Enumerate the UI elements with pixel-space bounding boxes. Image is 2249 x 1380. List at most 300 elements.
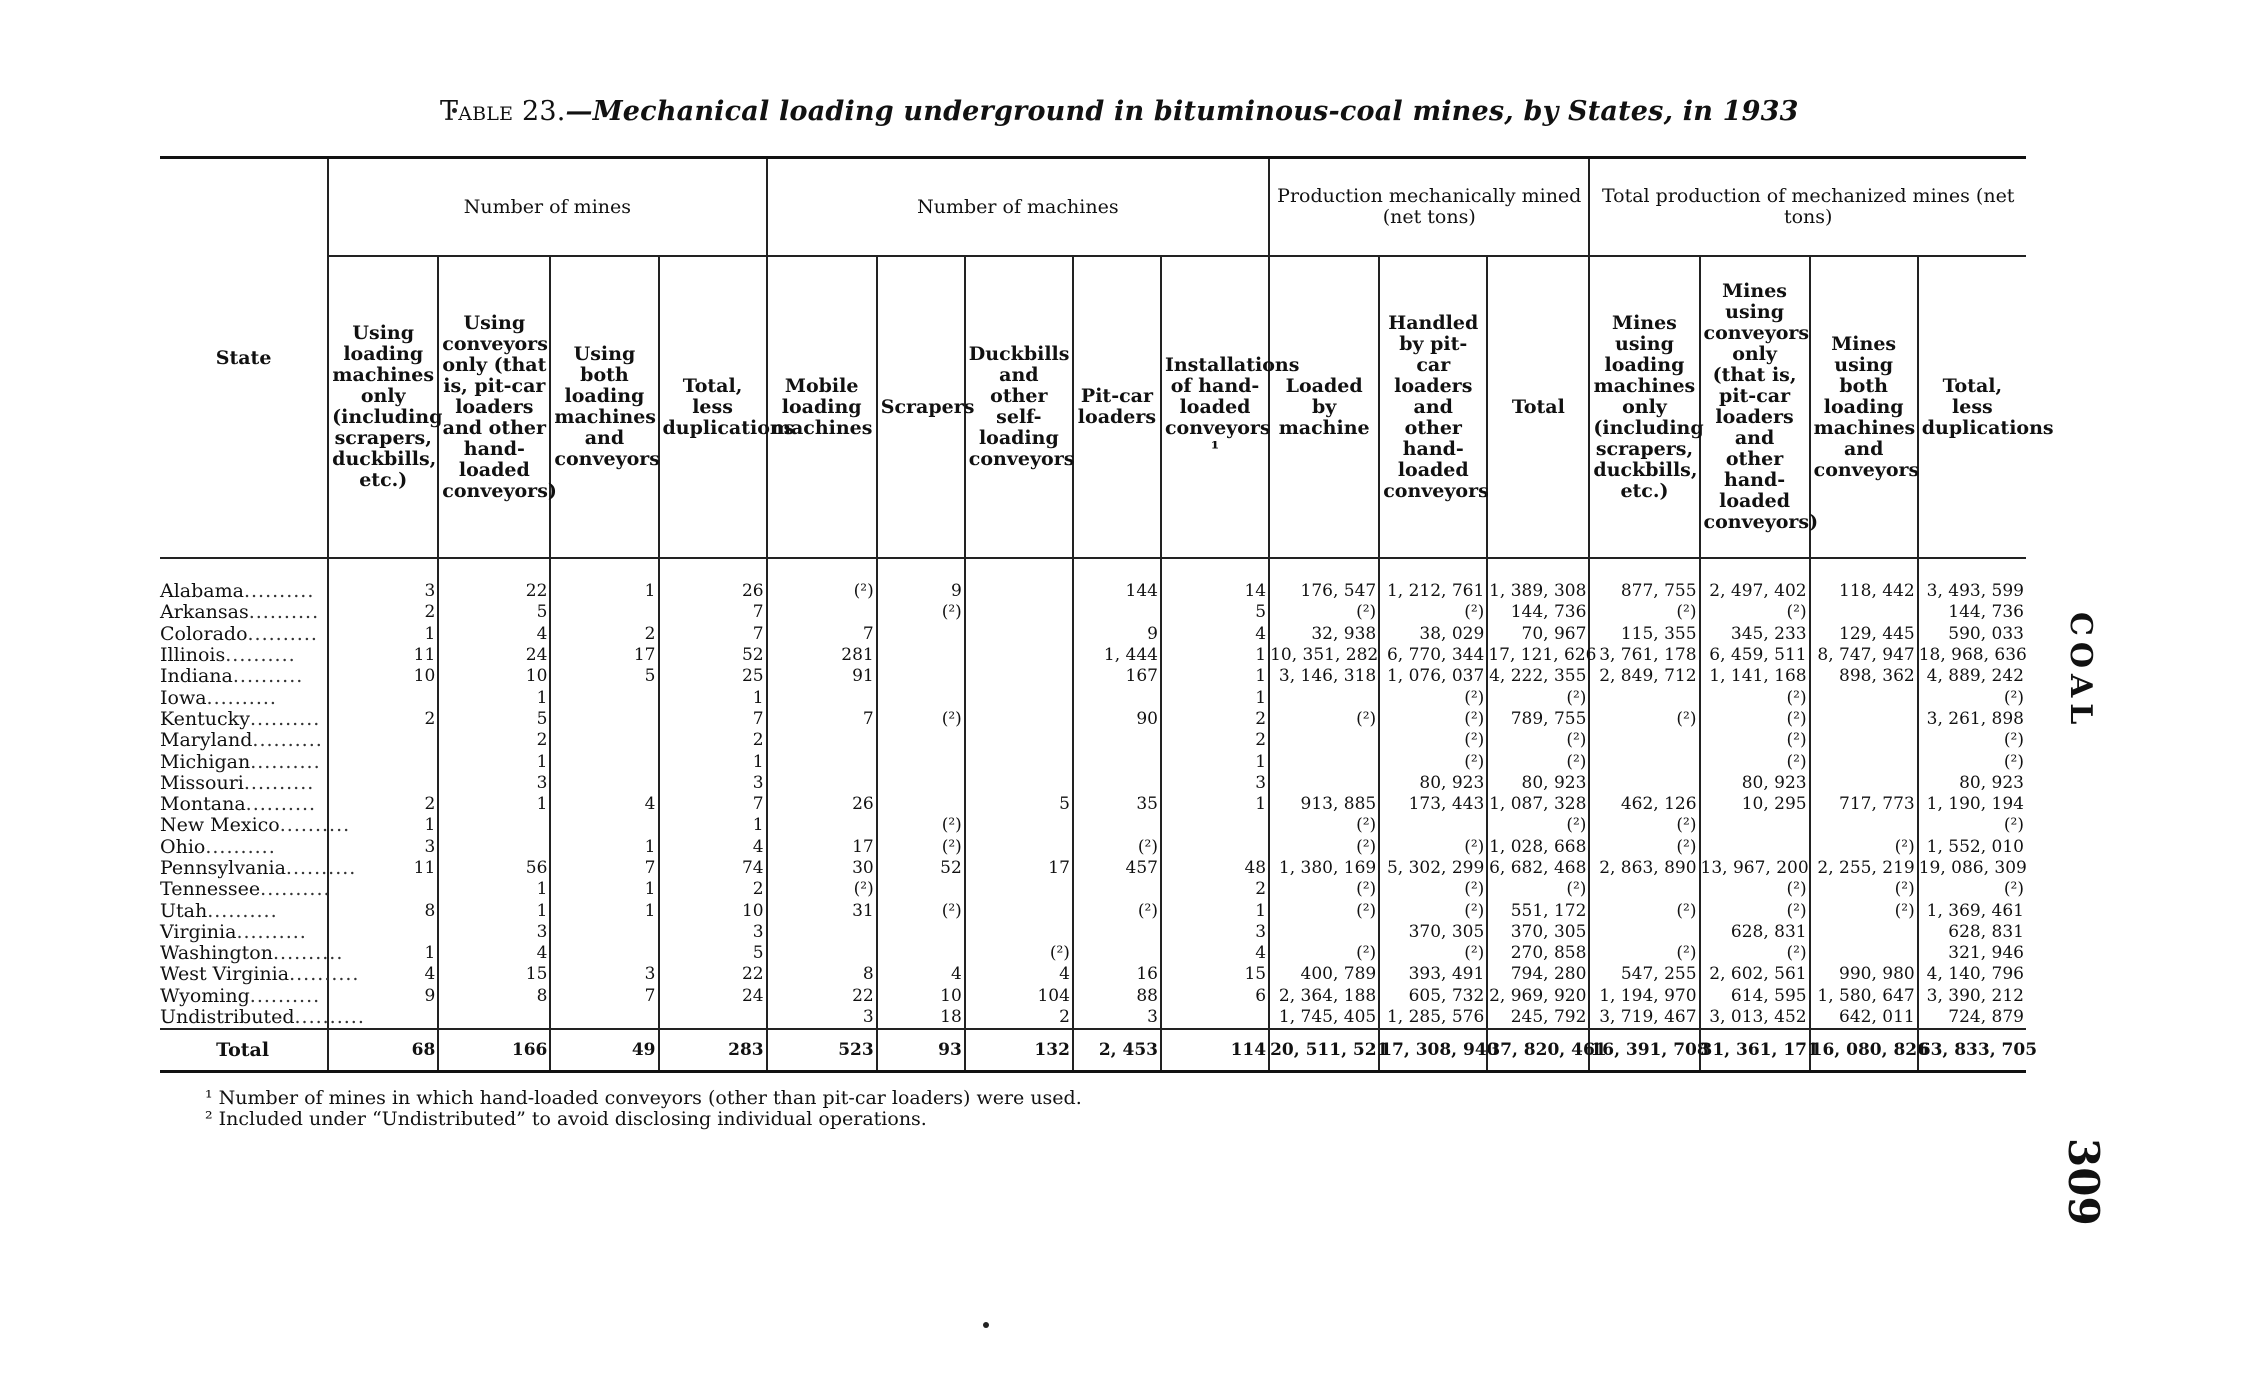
table-cell: 167 <box>1073 666 1161 687</box>
table-cell: (²) <box>877 602 965 623</box>
state-name <box>160 878 331 901</box>
table-row <box>160 687 2026 708</box>
state-label: Utah <box>160 899 208 922</box>
table-cell: 10 <box>877 986 965 1007</box>
table-cell: 7 <box>659 602 767 623</box>
column-header: Total, less duplications <box>1918 256 2026 558</box>
table-cell: 14 <box>1161 558 1269 602</box>
leader-dots: .......... <box>207 899 278 922</box>
table-cell <box>1269 687 1379 708</box>
table-cell: 1 <box>1161 687 1269 708</box>
table-cell: 1, 389, 308 <box>1487 558 1589 602</box>
table-cell <box>1161 815 1269 836</box>
column-header: Mines using loading machines only (including scrapers, duckbills, etc.) <box>1589 256 1699 558</box>
table-row <box>160 794 2026 815</box>
table-cell: 2 <box>1161 730 1269 751</box>
table-cell <box>1810 815 1918 836</box>
column-header: Loaded by machine <box>1269 256 1379 558</box>
table-cell: 48 <box>1161 858 1269 879</box>
table-cell <box>1073 879 1161 900</box>
table-cell: 17 <box>965 858 1073 879</box>
table-cell: 457 <box>1073 858 1161 879</box>
table-cell: 590, 033 <box>1918 624 2026 645</box>
table-cell: 898, 362 <box>1810 666 1918 687</box>
leader-dots: .......... <box>250 750 321 773</box>
total-cell: 2, 453 <box>1073 1029 1161 1072</box>
table-cell: 1, 745, 405 <box>1269 1007 1379 1029</box>
table-cell: 3 <box>1161 922 1269 943</box>
state-name <box>160 730 328 751</box>
state-name <box>160 814 351 837</box>
table-cell: (²) <box>1269 879 1379 900</box>
table-cell <box>1810 943 1918 964</box>
table-cell: 3 <box>328 837 438 858</box>
state-name <box>160 751 328 772</box>
state-name <box>160 857 357 879</box>
table-cell <box>438 1007 550 1029</box>
table-cell: (²) <box>1810 837 1918 858</box>
state-label: Illinois <box>160 644 226 667</box>
total-row <box>160 1029 2026 1072</box>
table-cell: 176, 547 <box>1269 558 1379 602</box>
table-cell: 281 <box>767 645 877 666</box>
table-cell: 1 <box>550 879 658 900</box>
table-cell <box>550 687 658 708</box>
table-cell <box>1810 730 1918 751</box>
table-cell: (²) <box>1379 751 1487 772</box>
table-row <box>160 645 2026 666</box>
table-row <box>160 730 2026 751</box>
table-cell: 2 <box>438 730 550 751</box>
table-cell: (²) <box>965 943 1073 964</box>
state-name <box>160 986 328 1007</box>
table-cell <box>1073 943 1161 964</box>
table-cell: 3 <box>659 773 767 794</box>
table-cell <box>550 1007 658 1029</box>
table-cell <box>767 815 877 836</box>
table-cell <box>1589 922 1699 943</box>
table-cell: 4 <box>438 943 550 964</box>
leader-dots: .......... <box>260 878 331 901</box>
table-cell <box>1161 837 1269 858</box>
table-row <box>160 986 2026 1007</box>
table-cell: 1 <box>438 879 550 900</box>
table-cell <box>1700 815 1810 836</box>
table-cell: 370, 305 <box>1487 922 1589 943</box>
leader-dots: .......... <box>236 920 307 943</box>
table-cell <box>1810 687 1918 708</box>
table-cell: 2 <box>659 730 767 751</box>
table-cell: 1 <box>438 751 550 772</box>
header-number-of-machines: Number of machines <box>767 158 1269 257</box>
table-cell: 10, 351, 282 <box>1270 645 1379 666</box>
table-cell: 38, 029 <box>1379 624 1487 645</box>
table-cell: 18 <box>877 1007 965 1029</box>
table-cell: 6, 459, 511 <box>1700 645 1810 666</box>
state-name <box>160 709 328 730</box>
table-cell: 1 <box>550 558 658 602</box>
table-cell <box>1161 1007 1269 1029</box>
table-cell <box>438 837 550 858</box>
table-cell: 74 <box>659 858 767 879</box>
state-name <box>160 794 328 815</box>
leader-dots: .......... <box>249 707 321 730</box>
table-cell <box>1073 815 1161 836</box>
table-cell <box>965 900 1073 921</box>
table-cell: 5 <box>659 943 767 964</box>
table-cell: 400, 789 <box>1269 964 1379 985</box>
table-cell: 115, 355 <box>1589 624 1699 645</box>
data-table <box>160 156 2054 1073</box>
leader-dots: .......... <box>289 963 360 986</box>
table-cell: (²) <box>1269 900 1379 921</box>
table-cell <box>1810 602 1918 623</box>
table-cell <box>767 922 877 943</box>
table-cell: (²) <box>1589 837 1699 858</box>
table-cell: (²) <box>1379 900 1487 921</box>
table-cell: (²) <box>1589 815 1699 836</box>
table-cell: 13, 967, 200 <box>1700 858 1809 878</box>
table-cell: 4, 889, 242 <box>1918 666 2026 687</box>
table-cell <box>965 815 1073 836</box>
table-cell: 628, 831 <box>1918 922 2026 943</box>
table-cell <box>1589 730 1699 751</box>
table-cell: 15 <box>1161 964 1269 985</box>
table-cell: 91 <box>767 666 877 687</box>
table-cell: 245, 792 <box>1487 1007 1589 1029</box>
table-row <box>160 773 2026 794</box>
table-cell: (²) <box>1918 815 2026 836</box>
table-cell <box>550 730 658 751</box>
table-cell <box>767 773 877 794</box>
leader-dots: .......... <box>279 814 351 837</box>
leader-dots: .......... <box>225 644 296 667</box>
column-header: Pit-car loaders <box>1073 256 1161 558</box>
table-cell <box>965 645 1073 666</box>
table-cell: 1, 285, 576 <box>1379 1007 1487 1029</box>
table-cell: 370, 305 <box>1379 922 1487 943</box>
table-cell: 80, 923 <box>1700 773 1810 794</box>
table-row <box>160 624 2026 645</box>
state-label: Alabama <box>160 580 244 603</box>
table-cell <box>877 879 965 900</box>
table-cell: 80, 923 <box>1918 773 2026 794</box>
table-cell: 2, 497, 402 <box>1700 558 1810 602</box>
table-cell: 25 <box>659 666 767 687</box>
table-cell: 9 <box>1073 624 1161 645</box>
table-cell: 1 <box>438 687 550 708</box>
table-cell: 1 <box>438 794 550 815</box>
table-cell: 7 <box>659 624 767 645</box>
table-cell: 1, 087, 328 <box>1487 794 1589 815</box>
table-cell: 1 <box>328 815 438 836</box>
table-cell: 2 <box>550 624 658 645</box>
table-cell: 1, 190, 194 <box>1918 794 2026 815</box>
table-cell: 5 <box>1161 602 1269 623</box>
table-cell: 5 <box>438 602 550 623</box>
table-cell: (²) <box>1700 730 1810 751</box>
table-cell: 3 <box>767 1007 877 1029</box>
table-cell <box>877 645 965 666</box>
table-cell: 321, 946 <box>1918 943 2026 964</box>
table-cell: 2, 364, 188 <box>1269 986 1379 1007</box>
table-cell <box>328 922 438 943</box>
table-cell <box>877 943 965 964</box>
column-header: Scrapers <box>877 256 965 558</box>
table-cell <box>877 794 965 815</box>
table-cell: (²) <box>1700 879 1810 900</box>
table-cell: 547, 255 <box>1589 964 1699 985</box>
column-header: Mobile loading machines <box>767 256 877 558</box>
table-cell <box>965 837 1073 858</box>
table-cell: 22 <box>659 964 767 985</box>
table-row <box>160 858 2026 879</box>
table-cell <box>965 558 1073 602</box>
table-cell: 4 <box>877 964 965 985</box>
table-cell: (²) <box>1810 879 1918 900</box>
table-cell: 6 <box>1161 986 1269 1007</box>
table-cell <box>1810 773 1918 794</box>
table-cell: 35 <box>1073 794 1161 815</box>
table-cell: 393, 491 <box>1379 964 1487 985</box>
leader-dots: .......... <box>249 984 321 1007</box>
table-cell: 1 <box>1161 666 1269 687</box>
table-cell: 1 <box>438 900 550 921</box>
table-cell: 9 <box>328 986 438 1007</box>
table-cell: 1 <box>550 900 658 921</box>
table-cell: 1 <box>1161 751 1269 772</box>
table-cell: 7 <box>767 709 877 730</box>
table-cell: 32, 938 <box>1269 624 1379 645</box>
table-cell <box>965 666 1073 687</box>
table-cell: 5 <box>550 666 658 687</box>
table-cell: 794, 280 <box>1487 964 1589 985</box>
state-name <box>160 602 328 623</box>
table-cell: 628, 831 <box>1700 922 1810 943</box>
table-cell: 8 <box>438 986 550 1007</box>
table-cell: 8, 747, 947 <box>1810 645 1918 666</box>
table-cell: (²) <box>1589 900 1699 921</box>
table-cell: 3, 493, 599 <box>1918 558 2026 602</box>
state-name <box>160 900 328 921</box>
table-cell: (²) <box>1269 943 1379 964</box>
leader-dots: .......... <box>243 580 315 603</box>
column-header: Using loading machines only (including scrapers, duckbills, etc.) <box>328 256 438 558</box>
table-cell: (²) <box>1487 751 1589 772</box>
table-cell: (²) <box>1073 900 1161 921</box>
table-cell: (²) <box>1269 815 1379 836</box>
table-cell: 1 <box>1161 645 1269 666</box>
table-cell: 1, 369, 461 <box>1918 900 2026 921</box>
table-cell <box>550 709 658 730</box>
table-cell: 4 <box>965 964 1073 985</box>
total-cell: 523 <box>767 1029 877 1072</box>
table-row <box>160 837 2026 858</box>
table-cell: (²) <box>1589 709 1699 730</box>
table-cell <box>877 922 965 943</box>
table-cell: 17 <box>550 645 658 666</box>
table-cell <box>1700 837 1810 858</box>
table-cell: (²) <box>1487 815 1589 836</box>
table-cell: 3 <box>438 922 550 943</box>
table-cell <box>1589 687 1699 708</box>
table-cell: (²) <box>1810 900 1918 921</box>
table-cell <box>438 815 550 836</box>
table-cell <box>877 624 965 645</box>
running-head: COAL <box>2063 612 2098 731</box>
table-cell: 3, 390, 212 <box>1918 986 2026 1007</box>
table-cell <box>1589 773 1699 794</box>
table-cell <box>328 751 438 772</box>
table-cell: (²) <box>1700 709 1810 730</box>
table-cell: 88 <box>1073 986 1161 1007</box>
table-cell: 3 <box>328 558 438 602</box>
table-cell: 717, 773 <box>1810 794 1918 815</box>
table-cell: (²) <box>1073 837 1161 858</box>
table-cell: 7 <box>767 624 877 645</box>
table-cell <box>965 624 1073 645</box>
column-header: Mines using both loading machines and conveyors <box>1810 256 1918 558</box>
state-name <box>160 963 360 986</box>
table-cell: 642, 011 <box>1810 1007 1918 1029</box>
table-cell <box>965 773 1073 794</box>
table-cell <box>1073 751 1161 772</box>
state-label: West Virginia <box>160 963 290 986</box>
table-cell: (²) <box>1700 943 1810 964</box>
leader-dots: .......... <box>243 771 315 794</box>
table-cell: (²) <box>1269 709 1379 730</box>
total-cell: 16, 080, 826 <box>1810 1029 1918 1072</box>
total-cell: 31, 361, 171 <box>1700 1029 1810 1072</box>
table-cell: 1, 028, 668 <box>1487 837 1589 858</box>
leader-dots: .......... <box>232 665 304 688</box>
table-cell: 56 <box>438 858 550 879</box>
table-cell <box>767 602 877 623</box>
table-cell <box>550 602 658 623</box>
table-cell: 52 <box>659 645 767 666</box>
footnote-2: ² Included under “Undistributed” to avoid disclosing individual operations. <box>205 1108 927 1130</box>
state-name <box>160 666 328 687</box>
table-cell: 2 <box>328 794 438 815</box>
state-label: Undistributed <box>160 1006 295 1029</box>
table-cell: (²) <box>1487 687 1589 708</box>
leader-dots: .......... <box>206 686 277 709</box>
table-cell: 104 <box>965 986 1073 1007</box>
table-cell: (²) <box>1589 943 1699 964</box>
table-cell <box>1073 730 1161 751</box>
table-cell: (²) <box>877 815 965 836</box>
state-label: Colorado <box>160 622 248 645</box>
table-cell: 3 <box>438 773 550 794</box>
table-cell <box>550 943 658 964</box>
table-cell: 10 <box>438 666 550 687</box>
table-cell <box>965 751 1073 772</box>
table-cell: 19, 086, 309 <box>1918 858 2027 878</box>
table-cell: 3 <box>1073 1007 1161 1029</box>
table-cell: 2, 255, 219 <box>1810 858 1918 879</box>
table-cell <box>877 666 965 687</box>
table-cell: 913, 885 <box>1269 794 1379 815</box>
table-cell: 7 <box>659 794 767 815</box>
table-cell: 1, 380, 169 <box>1269 858 1379 879</box>
table-cell: 144 <box>1073 558 1161 602</box>
table-cell: 1 <box>659 815 767 836</box>
table-cell <box>965 879 1073 900</box>
table-cell: (²) <box>1379 687 1487 708</box>
table-cell: 11 <box>328 858 438 879</box>
table-cell: (²) <box>1269 837 1379 858</box>
table-row <box>160 1007 2026 1029</box>
table-cell <box>1589 879 1699 900</box>
table-cell: 10, 295 <box>1700 794 1810 815</box>
table-cell <box>1269 922 1379 943</box>
state-name <box>160 1006 365 1029</box>
table-cell: 789, 755 <box>1487 709 1589 730</box>
leader-dots: .......... <box>294 1006 365 1029</box>
table-cell: 877, 755 <box>1589 558 1699 602</box>
table-cell: 4, 140, 796 <box>1918 964 2026 985</box>
state-label: New Mexico <box>160 814 280 837</box>
table-row <box>160 751 2026 772</box>
table-cell: 2 <box>1161 709 1269 730</box>
column-header: Total <box>1487 256 1589 558</box>
table-cell: 6, 770, 344 <box>1379 645 1487 666</box>
table-cell: 70, 967 <box>1487 624 1589 645</box>
table-cell: 990, 980 <box>1810 964 1918 985</box>
table-cell: (²) <box>1379 602 1487 623</box>
table-cell: 3 <box>659 922 767 943</box>
table-row <box>160 879 2026 900</box>
table-cell: (²) <box>1589 602 1699 623</box>
table-cell: (²) <box>767 558 877 602</box>
table-cell: 52 <box>877 858 965 879</box>
column-header: Installations of hand-loaded conveyors ¹ <box>1161 256 1269 558</box>
table-cell: 80, 923 <box>1487 773 1589 794</box>
table-cell: 3, 719, 467 <box>1589 1007 1699 1029</box>
total-cell: 283 <box>659 1029 767 1072</box>
table-cell: (²) <box>1700 900 1810 921</box>
table-cell: 605, 732 <box>1379 986 1487 1007</box>
table-cell <box>1810 709 1918 730</box>
table-cell: (²) <box>1379 943 1487 964</box>
table-cell <box>965 730 1073 751</box>
table-cell: (²) <box>877 709 965 730</box>
column-header: Total, less duplications <box>659 256 767 558</box>
table-cell: 1, 580, 647 <box>1810 986 1918 1007</box>
column-header: Duckbills and other self-loading conveyors <box>965 256 1073 558</box>
table-cell <box>1073 773 1161 794</box>
table-cell: 7 <box>550 986 658 1007</box>
stray-mark <box>983 1322 989 1328</box>
table-cell: (²) <box>767 879 877 900</box>
state-label: Virginia <box>160 920 237 943</box>
state-label: Washington <box>160 942 273 965</box>
table-cell: 8 <box>328 900 438 921</box>
table-row <box>160 922 2026 943</box>
table-cell: 80, 923 <box>1379 773 1487 794</box>
table-title <box>440 96 1799 127</box>
table-cell: 462, 126 <box>1589 794 1699 815</box>
table-cell: 724, 879 <box>1918 1007 2026 1029</box>
leader-dots: .......... <box>272 942 344 965</box>
state-label: Arkansas <box>160 601 249 624</box>
table-cell: 16 <box>1073 964 1161 985</box>
table-cell: 144, 736 <box>1487 602 1589 623</box>
page-number: 309 <box>2059 1138 2108 1226</box>
table-cell <box>877 730 965 751</box>
table-cell: 1 <box>659 687 767 708</box>
table-row <box>160 709 2026 730</box>
